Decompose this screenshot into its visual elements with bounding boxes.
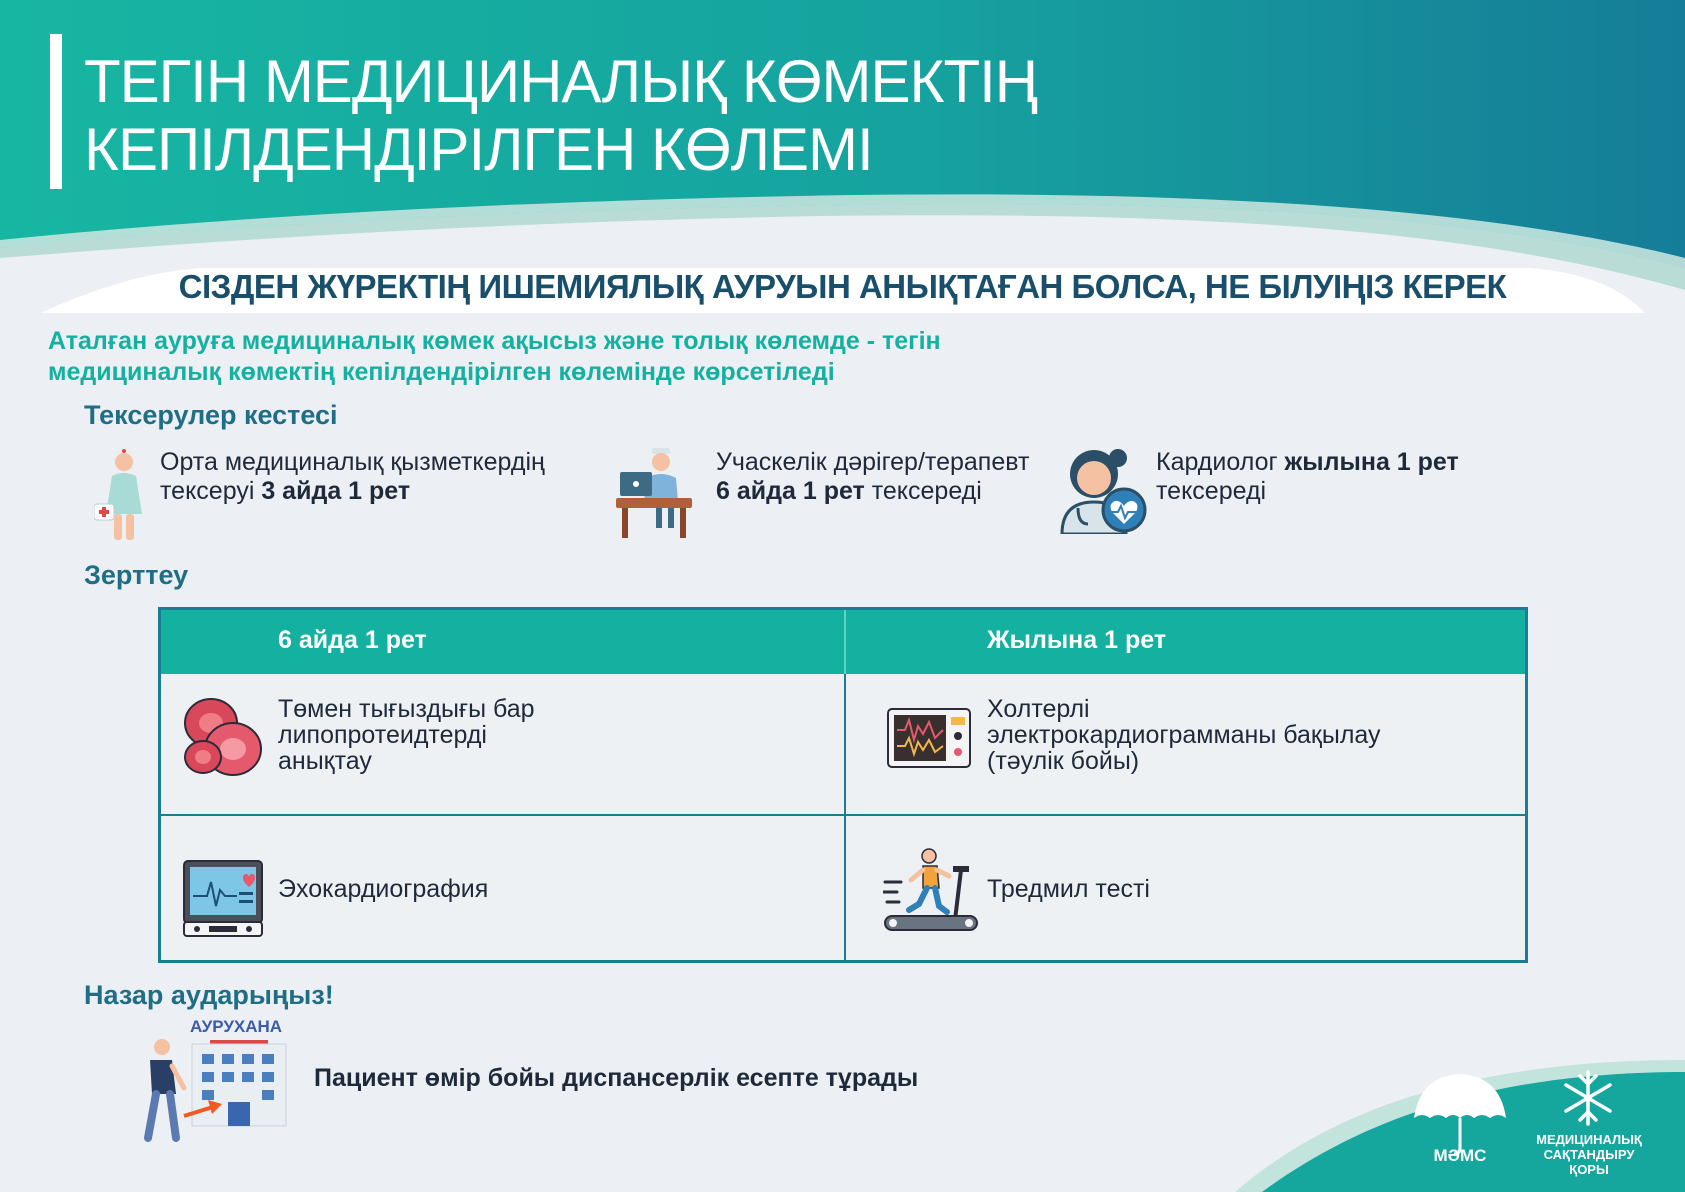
exam-cardiologist-line1-a: Кардиолог bbox=[1156, 448, 1285, 476]
insurance-fund-logo-icon bbox=[1562, 1070, 1614, 1126]
attention-text: Пациент өмір бойы диспансерлік есепте тұрады bbox=[314, 1064, 919, 1092]
exam-nurse-line1: Орта медициналық қызметкердің bbox=[160, 448, 545, 476]
research-col-6-months: 6 айда 1 рет bbox=[278, 626, 427, 654]
fund-logo-line3: ҚОРЫ bbox=[1569, 1162, 1609, 1177]
exam-therapist-frequency: 6 айда 1 рет bbox=[716, 477, 865, 505]
intro-line2: медициналық көмектің кепілдендірілген көлемінде көрсетіледі bbox=[48, 358, 835, 386]
cell-ldl-line1: Төмен тығыздығы бар bbox=[278, 695, 535, 723]
exams-heading: Тексерулер кестесі bbox=[84, 400, 338, 430]
exam-nurse-frequency: 3 айда 1 рет bbox=[261, 477, 411, 505]
intro-line1: Аталған ауруға медициналық көмек ақысыз және толық көлемде - тегін bbox=[48, 327, 941, 355]
mams-logo-text: МӘМС bbox=[1433, 1146, 1487, 1165]
research-heading: Зерттеу bbox=[84, 560, 189, 590]
fund-logo-line1: МЕДИЦИНАЛЫҚ bbox=[1536, 1132, 1642, 1147]
research-col-yearly: Жылына 1 рет bbox=[987, 626, 1167, 654]
exam-therapist-line1: Учаскелік дәрігер/терапевт bbox=[716, 448, 1030, 476]
cell-holter-line1: Холтерлі bbox=[987, 695, 1090, 723]
exam-therapist-line2-c: тексереді bbox=[864, 477, 982, 505]
exam-nurse-line2-a: тексеруі bbox=[160, 477, 262, 505]
cell-ldl-line3: анықтау bbox=[278, 747, 372, 775]
cell-ldl-line2: липопротеидтерді bbox=[278, 721, 487, 749]
cell-echo-line1: Эхокардиография bbox=[278, 875, 489, 903]
fund-logo-line2: САҚТАНДЫРУ bbox=[1543, 1147, 1635, 1162]
cell-holter-line3: (тәулік бойы) bbox=[987, 747, 1140, 775]
exam-cardiologist-line2: тексереді bbox=[1156, 477, 1267, 505]
page-title-line1: ТЕГІН МЕДИЦИНАЛЫҚ КӨМЕКТІҢ bbox=[84, 48, 1038, 115]
hospital-label: АУРУХАНА bbox=[190, 1017, 283, 1036]
page-title-line2: КЕПІЛДЕНДІРІЛГЕН КӨЛЕМІ bbox=[84, 116, 873, 183]
attention-heading: Назар аударыңыз! bbox=[84, 980, 334, 1010]
cell-holter-line2: электрокардиограмманы бақылау bbox=[987, 721, 1381, 749]
exam-cardiologist-frequency: жылына 1 рет bbox=[1284, 448, 1459, 476]
cell-treadmill-line1: Тредмил тесті bbox=[987, 875, 1150, 903]
subtitle: СІЗДЕН ЖҮРЕКТІҢ ИШЕМИЯЛЫҚ АУРУЫН АНЫҚТАҒАН БОЛСА, НЕ БІЛУІҢІЗ КЕРЕК bbox=[178, 268, 1507, 305]
insurance-fund-logo-text bbox=[1530, 1132, 1648, 1177]
